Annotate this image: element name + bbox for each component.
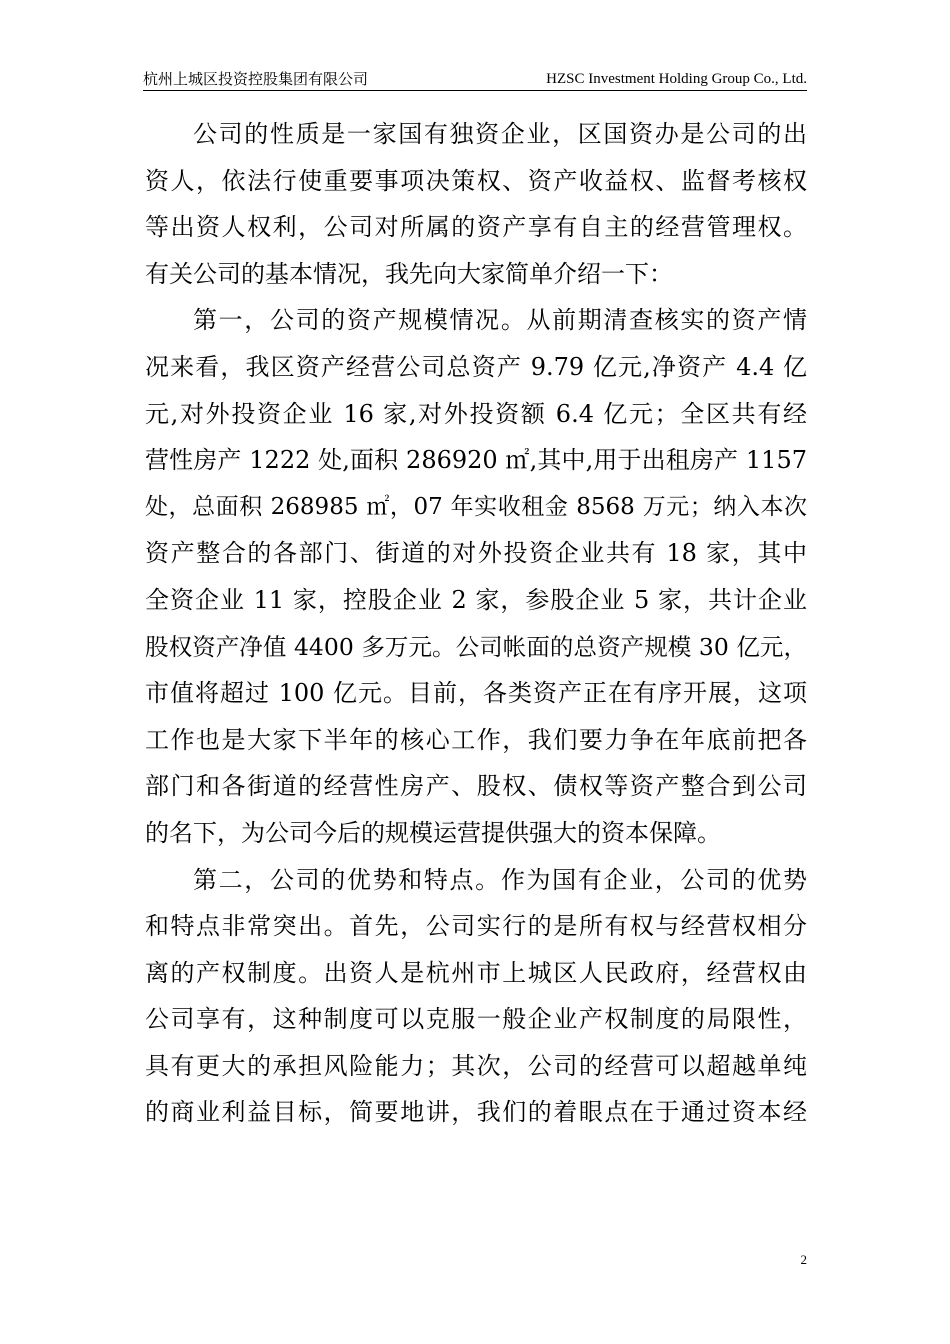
text-line: 公司的性质是一家国有独资企业，区国资办是公司的出	[193, 120, 807, 148]
text-line: 资人，依法行使重要事项决策权、资产收益权、监督考核权	[145, 166, 807, 195]
text-line: 的名下，为公司今后的规模运营提供强大的资本保障。	[145, 818, 721, 847]
page-number: 2	[800, 1252, 807, 1267]
text-line: 况来看，我区资产经营公司总资产 9.79 亿元,净资产 4.4 亿	[145, 352, 807, 381]
text-line: 公司享有，这种制度可以克服一般企业产权制度的局限性，	[145, 1005, 807, 1034]
text-line: 第一，公司的资产规模情况。从前期清查核实的资产情	[193, 306, 807, 335]
text-line: 元,对外投资企业 16 家,对外投资额 6.4 亿元；全区共有经	[145, 399, 807, 428]
text-line: 部门和各街道的经营性房产、股权、债权等资产整合到公司	[145, 772, 807, 801]
text-line: 市值将超过 100 亿元。目前，各类资产正在有序开展，这项	[145, 679, 807, 708]
text-line: 等出资人权利，公司对所属的资产享有自主的经营管理权。	[145, 213, 807, 242]
text-line: 具有更大的承担风险能力；其次，公司的经营可以超越单纯	[145, 1051, 807, 1080]
text-line: 全资企业 11 家，控股企业 2 家，参股企业 5 家，共计企业	[145, 585, 807, 614]
text-line: 有关公司的基本情况，我先向大家简单介绍一下：	[145, 259, 673, 288]
text-line: 第二，公司的优势和特点。作为国有企业，公司的优势	[193, 865, 807, 894]
text-line: 资产整合的各部门、街道的对外投资企业共有 18 家，其中	[145, 539, 807, 568]
text-line: 和特点非常突出。首先，公司实行的是所有权与经营权相分	[145, 912, 807, 941]
header-divider	[143, 90, 807, 91]
text-line: 股权资产净值 4400 多万元。公司帐面的总资产规模 30 亿元，	[145, 632, 807, 661]
body-text	[145, 114, 807, 1139]
text-line: 处，总面积 268985 ㎡，07 年实收租金 8568 万元；纳入本次	[145, 493, 807, 520]
header-company-name-chinese: 杭州上城区投资控股集团有限公司	[143, 70, 369, 88]
text-line: 的商业利益目标，简要地讲，我们的着眼点在于通过资本经	[145, 1098, 807, 1127]
text-line: 离的产权制度。出资人是杭州市上城区人民政府，经营权由	[145, 958, 807, 987]
text-line: 营性房产 1222 处,面积 286920 ㎡,其中,用于出租房产 1157	[145, 446, 807, 475]
text-line: 工作也是大家下半年的核心工作，我们要力争在年底前把各	[145, 725, 807, 754]
header-company-name-english: HZSC Investment Holding Group Co., Ltd.	[546, 71, 807, 87]
